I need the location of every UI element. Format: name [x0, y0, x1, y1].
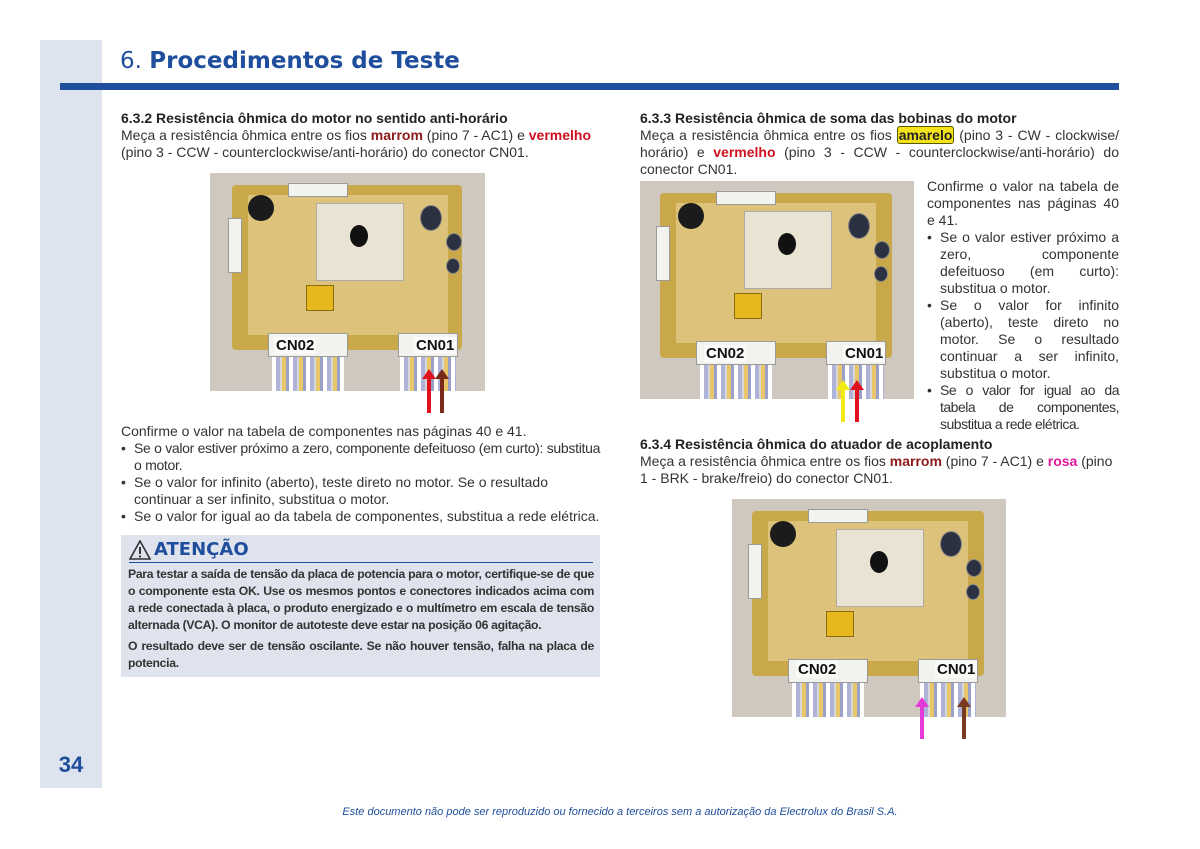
chapter-title: Procedimentos de Teste	[149, 48, 460, 74]
cn02-label: CN02	[706, 345, 745, 362]
arrow-up-icon	[841, 388, 845, 422]
section-633-confirm	[927, 178, 1119, 433]
attention-paragraph-2: O resultado deve ser de tensão oscilante. Se não houver tensão, falha na placa de potencia.	[128, 639, 594, 670]
arrow-up-icon	[440, 377, 444, 413]
section-633-title: 6.3.3 Resistência ôhmica de soma das bobinas do motor	[640, 110, 1017, 126]
list-item: • Se o valor for infinito (aberto), teste direto no motor. Se o resultado continuar a ser infinito, substitua o motor.	[121, 474, 601, 508]
page-title	[120, 48, 460, 74]
cn01-label: CN01	[937, 661, 976, 678]
section-634-title: 6.3.4 Resistência ôhmica do atuador de acoplamento	[640, 436, 993, 452]
result-list	[121, 440, 601, 525]
wire-red-label: vermelho	[713, 144, 776, 160]
wire-yellow-label: amarelo	[898, 127, 953, 143]
cn02-label: CN02	[276, 337, 315, 354]
board-photo-632	[210, 173, 485, 391]
arrow-up-icon	[427, 377, 431, 413]
list-item: • Se o valor for infinito (aberto), teste direto no motor. Se o resultado continuar a ser infinito, substitua o motor.	[927, 297, 1119, 382]
arrow-up-icon	[855, 388, 859, 422]
footer-disclaimer: Este documento não pode ser reproduzido ou fornecido a terceiros sem a autorização da Electrolux do Brasil S.A.	[342, 806, 898, 818]
list-item: • Se o valor for igual ao da tabela de componentes, substitua a rede elétrica.	[927, 382, 1119, 433]
section-632-text	[121, 110, 601, 161]
wire-red-label: vermelho	[528, 127, 591, 143]
section-632-confirm	[121, 423, 601, 525]
wire-pink-label: rosa	[1047, 453, 1078, 469]
cn02-label: CN02	[798, 661, 837, 678]
list-item: • Se o valor estiver próximo a zero, componente defeituoso (em curto): substitua o motor.	[927, 229, 1119, 297]
confirm-text: Confirme o valor na tabela de componentes nas páginas 40 e 41.	[121, 423, 527, 439]
cn01-label: CN01	[845, 345, 884, 362]
attention-paragraph-1: Para testar a saída de tensão da placa de potencia para o motor, certifique-se de que o componente esta OK. Use os mesmos pontos e conectores indicados acima com a rede conectada à placa, o produto energizado e o multímetro em escala de tensão alternada (VCA). O monitor de autoteste deve estar na posição 06 agitação.	[128, 567, 594, 632]
section-634-intro: Meça a resistência ôhmica entre os fios marrom (pino 7 - AC1) e rosa (pino 1 - BRK - brake/freio) do conector CN01.	[640, 453, 1113, 486]
section-632-intro: Meça a resistência ôhmica entre os fios marrom (pino 7 - AC1) e vermelho (pino 3 - CCW - counterclockwise/anti-horário) do conector CN01.	[121, 127, 591, 160]
chapter-number: 6.	[120, 48, 142, 74]
board-photo-633	[640, 181, 914, 399]
attention-rule	[129, 562, 593, 563]
section-634-text	[640, 436, 1119, 487]
page-number: 34	[58, 752, 84, 777]
cn01-label: CN01	[416, 337, 455, 354]
attention-title: ATENÇÃO	[154, 539, 249, 560]
page-side-strip	[40, 40, 102, 788]
confirm-text: Confirme o valor na tabela de componentes nas páginas 40 e 41.	[927, 178, 1119, 228]
result-list	[927, 229, 1119, 433]
list-item: • Se o valor for igual ao da tabela de componentes, substitua a rede elétrica.	[121, 508, 601, 525]
warning-icon	[129, 540, 151, 560]
wire-brown-label: marrom	[370, 127, 423, 143]
header-rule	[60, 83, 1119, 90]
section-633-intro: Meça a resistência ôhmica entre os fios amarelo (pino 3 - CW - clockwise/ horário) e vermelho (pino 3 - CCW - counterclockwise/anti-horário) do conector CN01.	[640, 127, 1120, 177]
arrow-up-icon	[920, 705, 924, 739]
arrow-up-icon	[962, 705, 966, 739]
list-item: • Se o valor estiver próximo a zero, componente defeituoso (em curto): substitua o motor.	[121, 440, 601, 474]
attention-box	[121, 535, 600, 677]
wire-brown-label: marrom	[889, 453, 942, 469]
section-632-title: 6.3.2 Resistência ôhmica do motor no sentido anti-horário	[121, 110, 508, 126]
section-633-text	[640, 110, 1119, 178]
board-photo-634	[732, 499, 1006, 717]
